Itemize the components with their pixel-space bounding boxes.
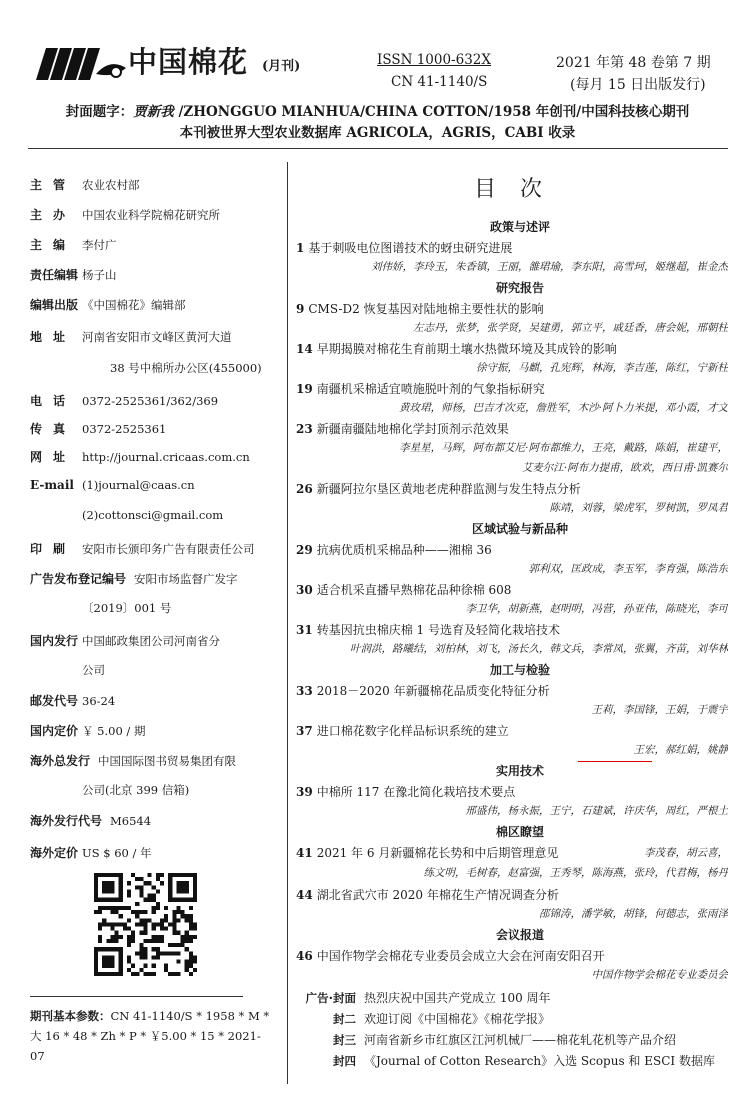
toc-article-title: 中棉所 117 在豫北简化栽培技术要点	[316, 785, 516, 799]
toc-page-number: 29	[296, 543, 313, 557]
toc-page-number: 41	[296, 846, 313, 860]
toc-article-title: 适合机采直播早熟棉花品种徐棉 608	[316, 583, 512, 597]
masthead-row	[30, 844, 152, 861]
masthead-key: 地址	[30, 330, 77, 344]
masthead-row	[30, 722, 145, 739]
toc-entry	[296, 380, 732, 397]
toc-authors: 邢盛伟，杨永振，王宁，石建斌，许庆华，周红，严根土	[465, 805, 728, 817]
toc-article-title: 早期揭膜对棉花生育前期土壤水热微环境及其成铃的影响	[316, 342, 617, 356]
masthead-key: 主编	[30, 238, 77, 252]
toc-authors: 郭利双，匡政成，李玉军，李育强，陈浩东	[528, 563, 728, 575]
masthead-row	[30, 420, 166, 437]
toc-entry	[296, 783, 732, 800]
header-divider	[28, 148, 728, 149]
masthead-row	[30, 360, 262, 376]
toc-page-number: 26	[296, 482, 313, 496]
cover-item	[296, 989, 736, 1006]
toc-authors: 邵锦涛，潘学敏，胡锋，何德志，张雨泽	[539, 908, 728, 920]
toc-article-title: 抗病优质机采棉品种——湘棉 36	[316, 543, 492, 557]
masthead-value: 38 号中棉所办公区(455000)	[110, 361, 262, 375]
masthead-row	[30, 236, 117, 253]
masthead-value: 公司(北京 399 信箱)	[82, 783, 190, 797]
journal-info: /ZHONGGUO MIANHUA/CHINA COTTON/1958 年创刊/中国科技核心期刊	[173, 104, 690, 120]
masthead-row	[30, 752, 236, 769]
toc-page-number: 9	[296, 302, 305, 316]
journal-frequency-label: (月刊)	[262, 59, 301, 74]
header-info-line	[0, 100, 755, 120]
masthead-value: US $ 60 / 年	[82, 846, 152, 860]
masthead-row	[30, 600, 171, 616]
masthead-key: 邮发代号	[30, 694, 79, 708]
masthead-value: (2)cottonsci@gmail.com	[82, 508, 224, 522]
masthead-value: 河南省安阳市文峰区黄河大道	[82, 330, 232, 344]
toc-entry	[296, 541, 732, 558]
masthead-row	[30, 206, 220, 223]
cover-key: 广告·封面	[305, 991, 356, 1005]
masthead-row	[30, 540, 255, 557]
masthead-row	[30, 448, 250, 465]
toc-title: 目次	[473, 177, 566, 202]
toc-page-number: 46	[296, 949, 313, 963]
toc-authors: 王莉，李国锋，王娟，于震宇	[591, 704, 728, 716]
toc-article-title: 新疆阿拉尔垦区黄地老虎种群监测与发生特点分析	[316, 482, 581, 496]
toc-section-heading: 实用技术	[495, 764, 544, 778]
masthead-value: 杨子山	[82, 268, 117, 282]
cn-number: CN 41-1140/S	[391, 74, 488, 90]
cover-value: 欢迎订阅《中国棉花》《棉花学报》	[364, 1012, 551, 1026]
masthead-value: 《中国棉花》编辑部	[82, 298, 186, 312]
toc-page-number: 14	[296, 342, 313, 356]
masthead-value: 公司	[82, 663, 105, 677]
calligrapher-signature: 贾新我	[133, 104, 174, 120]
masthead-row	[30, 328, 232, 345]
toc-entry	[296, 480, 732, 497]
cover-key: 封四	[333, 1054, 356, 1068]
masthead-row	[30, 782, 189, 798]
masthead-value: http://journal.cricaas.com.cn	[82, 450, 250, 464]
masthead-key: E-mail	[30, 478, 74, 492]
cover-value: 河南省新乡市红旗区江河机械厂——棉花轧花机等产品介绍	[364, 1033, 677, 1047]
toc-page-number: 1	[296, 241, 305, 255]
cover-item	[296, 1031, 736, 1048]
masthead-value: 农业农村部	[82, 178, 140, 192]
masthead-value: 安阳市场监督广发字	[134, 572, 238, 586]
toc-authors: 李茂春，胡云喜，	[644, 847, 728, 859]
toc-authors: 李星星，马辉，阿布都艾尼·阿布都维力，王亮，戴路，陈娟，崔建平，	[399, 442, 728, 454]
toc-entry	[296, 420, 732, 437]
toc-article-title: 中国作物学会棉花专业委员会成立大会在河南安阳召开	[316, 949, 605, 963]
cover-key: 封三	[333, 1033, 356, 1047]
masthead-row	[30, 632, 220, 649]
toc-authors: 李卫华，胡新燕，赵明明，冯营，孙亚伟，陈晓光，李可	[465, 603, 728, 615]
toc-section-heading: 棉区瞭望	[495, 825, 544, 839]
masthead-key: 主管	[30, 178, 77, 192]
masthead-value: 0372-2525361	[82, 422, 167, 436]
toc-page-number: 31	[296, 623, 313, 637]
toc-section-heading: 会议报道	[495, 928, 544, 942]
journal-params	[30, 1006, 270, 1066]
toc-authors: 左志丹，张梦，张学贤，吴建勇，郭立平，戚廷香，唐会妮，邢朝柱	[413, 322, 728, 334]
masthead-value: M6544	[110, 814, 152, 828]
toc-entry	[296, 722, 732, 739]
masthead-key: 印刷	[30, 542, 77, 556]
toc-page-number: 19	[296, 382, 313, 396]
masthead-key: 编辑出版	[30, 298, 79, 312]
toc-article-title: 湖北省武穴市 2020 年棉花生产情况调查分析	[316, 888, 559, 902]
cover-title-label: 封面题字：	[65, 104, 134, 120]
masthead-key: 海外发行代号	[30, 814, 103, 828]
toc-page-number: 33	[296, 684, 313, 698]
toc-entry	[296, 340, 732, 357]
masthead-row	[30, 812, 151, 829]
masthead-key: 海外总发行	[30, 754, 91, 768]
toc-page-number: 30	[296, 583, 313, 597]
masthead-row	[30, 266, 117, 283]
params-text: CN 41-1140/S * 1958 * M * 大 16 * 48 * Zh * P * ￥5.00 * 15 * 2021-07	[30, 1009, 270, 1063]
toc-authors: 黄玫珺，师杨，巴吉才次克，詹胜军，木沙·阿卜力米提，邓小霞，才文	[399, 402, 728, 414]
issn: ISSN 1000-632X	[377, 52, 491, 68]
masthead-value: 36-24	[82, 694, 116, 708]
masthead-value: (1)journal@caas.cn	[81, 478, 195, 492]
toc-authors: 刘伟娇，李玲玉，朱香镇，王丽，雒珺瑜，李东阳，高雪珂，姬继超，崔金杰	[371, 261, 728, 273]
cover-value: 《Journal of Cotton Research》入选 Scopus 和 ESCI 数据库	[364, 1054, 715, 1068]
toc-section-heading: 加工与检验	[489, 663, 550, 677]
cover-value: 热烈庆祝中国共产党成立 100 周年	[364, 991, 551, 1005]
toc-page-number: 23	[296, 422, 313, 436]
toc-article-title: 南疆机采棉适宜喷施脱叶剂的气象指标研究	[316, 382, 545, 396]
toc-article-title: 转基因抗虫棉庆棉 1 号选育及轻简化栽培技术	[316, 623, 560, 637]
toc-authors: 艾麦尔江·阿布力提甫，欧欢，西日甫·凯赛尔	[521, 462, 728, 474]
masthead-value: 中国农业科学院棉花研究所	[82, 208, 220, 222]
author-highlight-underline	[578, 761, 652, 762]
toc-authors: 练文明，毛树春，赵富强，王秀琴，陈海燕，张玲，代君梅，杨丹	[423, 867, 728, 879]
toc-section-heading: 政策与述评	[489, 220, 550, 234]
masthead-key: 广告发布登记编号	[30, 572, 127, 586]
masthead-value: 0372-2525361/362/369	[82, 394, 219, 408]
masthead-row	[30, 692, 115, 709]
cover-item	[296, 1010, 736, 1027]
cover-key: 封二	[333, 1012, 356, 1026]
masthead-key: 主办	[30, 208, 77, 222]
toc-page-number: 44	[296, 888, 313, 902]
toc-authors: 陈靖，刘蓉，梁虎军，罗树凯，罗凤君	[549, 502, 728, 514]
toc-authors: 叶润洪，路曦结，刘柏林，刘飞，汤长久，韩文兵，李常凤，张翼，齐苗，刘华林	[350, 643, 728, 655]
toc-article-title: 2018－2020 年新疆棉花品质变化特征分析	[316, 684, 550, 698]
masthead-key: 国内定价	[30, 724, 79, 738]
journal-name: 中国棉花	[128, 45, 249, 79]
masthead-row	[30, 296, 186, 313]
params-label: 期刊基本参数：	[30, 1009, 111, 1023]
masthead-row	[30, 176, 140, 193]
toc-section-heading: 区域试验与新品种	[471, 522, 568, 536]
toc-entry	[296, 621, 732, 638]
toc-authors: 王宏，郝红娟，姚静	[633, 744, 728, 756]
toc-authors: 徐守振，马麒，孔宪辉，林海，李吉莲，陈红，宁新柱	[476, 362, 728, 374]
toc-entry	[296, 581, 732, 598]
journal-logo	[36, 44, 128, 80]
masthead-value: 安阳市长颁印务广告有限责任公司	[82, 542, 255, 556]
toc-article-title: 基于刺吸电位图谱技术的蚜虫研究进展	[308, 241, 513, 255]
publication-frequency: (每月 15 日出版发行)	[570, 77, 706, 93]
masthead-key: 网址	[30, 450, 77, 464]
toc-page-number: 39	[296, 785, 313, 799]
masthead-row	[30, 392, 218, 409]
toc-entry	[296, 682, 732, 699]
masthead-key: 电话	[30, 394, 77, 408]
masthead-value: 李付广	[82, 238, 117, 252]
toc-article-title: 2021 年 6 月新疆棉花长势和中后期管理意见	[316, 846, 559, 860]
toc-article-title: 进口棉花数字化样品标识系统的建立	[316, 724, 509, 738]
masthead-key: 海外定价	[30, 846, 79, 860]
masthead-row	[30, 508, 223, 522]
column-divider	[287, 162, 288, 1084]
toc-entry	[296, 947, 732, 964]
toc-article-title: 新疆南疆陆地棉化学封顶剂示范效果	[316, 422, 509, 436]
masthead-row	[30, 662, 105, 678]
toc-section-heading: 研究报告	[495, 281, 544, 295]
masthead-key: 责任编辑	[30, 268, 79, 282]
masthead-value: 〔2019〕001 号	[82, 601, 172, 615]
masthead-value: ￥ 5.00 / 期	[82, 724, 146, 738]
toc-entry	[296, 239, 732, 256]
toc-page-number: 37	[296, 724, 313, 738]
masthead-key: 国内发行	[30, 634, 79, 648]
masthead-value: 中国邮政集团公司河南省分	[82, 634, 220, 648]
volume-issue: 2021 年第 48 卷第 7 期	[556, 55, 711, 71]
params-divider	[30, 996, 243, 997]
masthead-value: 中国国际图书贸易集团有限	[98, 754, 237, 768]
toc-entry	[296, 886, 732, 903]
indexing-line: 本刊被世界大型农业数据库 AGRICOLA，AGRIS，CABI 收录	[179, 125, 576, 141]
toc-article-title: CMS-D2 恢复基因对陆地棉主要性状的影响	[308, 302, 544, 316]
cover-item	[296, 1052, 736, 1069]
toc-entry	[296, 300, 732, 317]
masthead-row	[30, 570, 238, 587]
toc-authors: 中国作物学会棉花专业委员会	[591, 969, 728, 981]
masthead-key: 传真	[30, 422, 77, 436]
qr-code	[94, 873, 197, 976]
masthead-row	[30, 478, 195, 492]
